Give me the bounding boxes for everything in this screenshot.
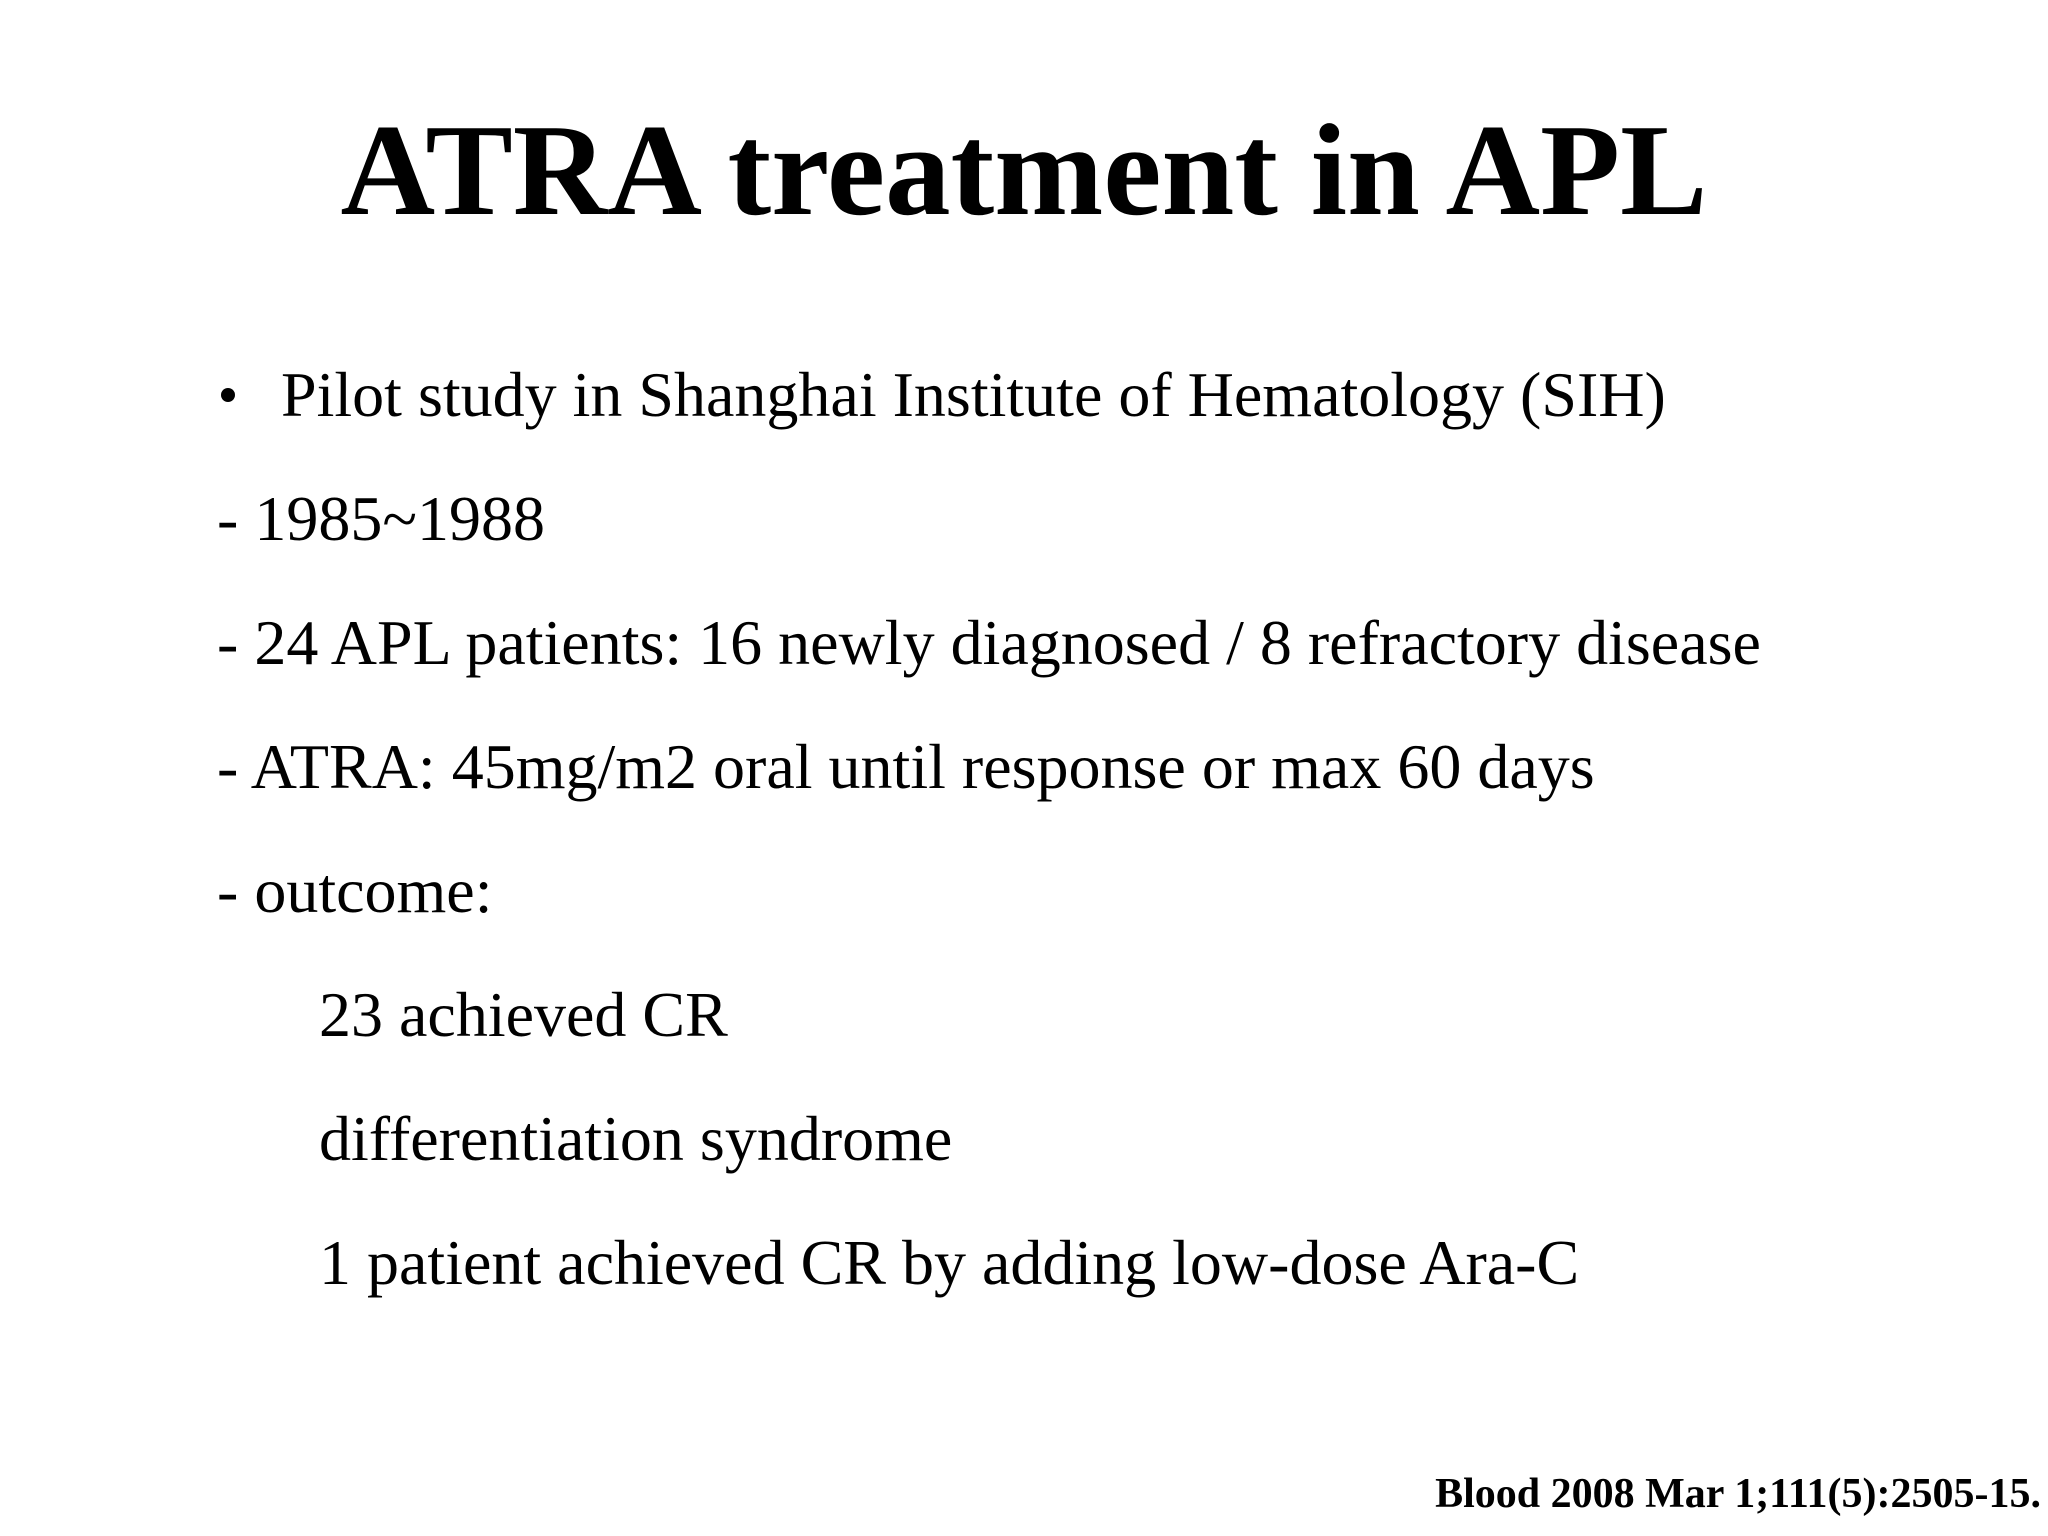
item-outcome-heading: - outcome: [217,855,493,926]
slide-title: ATRA treatment in APL [340,98,1708,243]
item-atra-dose: - ATRA: 45mg/m2 oral until response or max 60 days [217,731,1595,802]
item-patients: - 24 APL patients: 16 newly diagnosed / 8 refractory disease [217,607,1761,678]
outcome-complete-remission: 23 achieved CR [319,979,728,1050]
bullet-dot-icon [221,388,235,402]
outcome-differentiation-syndrome: differentiation syndrome [319,1103,953,1174]
item-study-period: - 1985~1988 [217,483,545,554]
bullet-item-pilot-study [217,350,1997,474]
citation: Blood 2008 Mar 1;111(5):2505-15. [1435,1471,2041,1517]
outcome-ara-c: 1 patient achieved CR by adding low-dose Ara-C [319,1227,1580,1298]
bullet-text: Pilot study in Shanghai Institute of Hematology (SIH) [281,359,1666,430]
slide-body [217,350,1997,1342]
